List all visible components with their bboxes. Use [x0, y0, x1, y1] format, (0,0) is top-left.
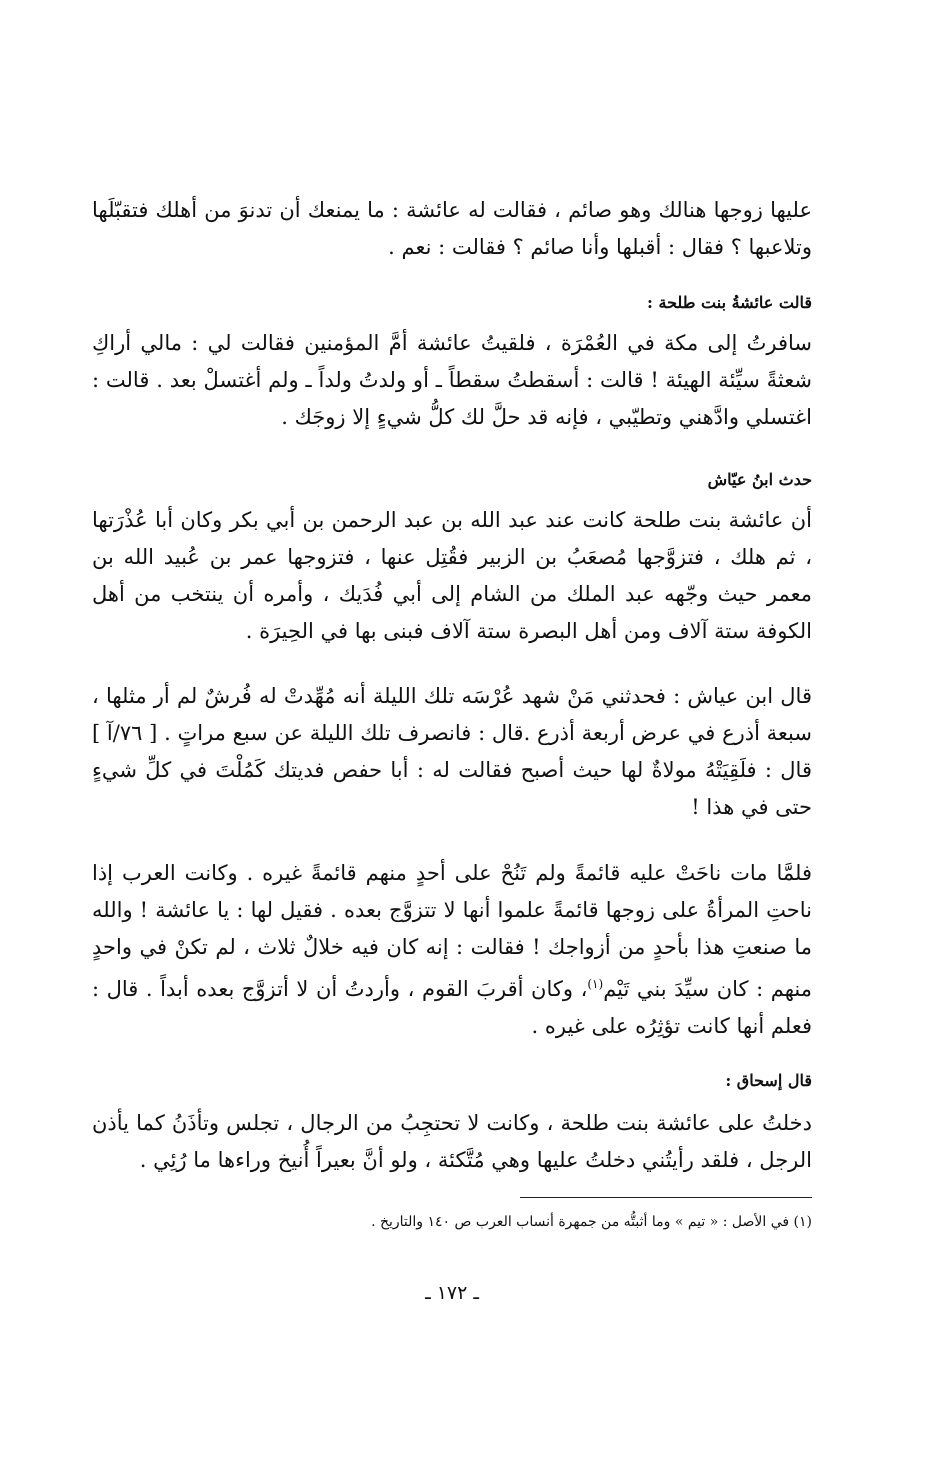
paragraph-visit: دخلتُ على عائشة بنت طلحة ، وكانت لا تحتجِبُ من الرجال ، تجلس وتأذَنُ كما يأذن الرجل ، فلقد رأيتُني دخلتُ عليها وهي مُتَّكئة ، ولو أنَّ بعيراً أُنيخ وراءها ما رُئِي .	[92, 1111, 812, 1172]
footnote-reference: (١)	[587, 977, 604, 991]
paragraph-umrah-meeting: سافرتُ إلى مكة في العُمْرَة ، فلقيتُ عائشة أمَّ المؤمنين فقالت لي : مالي أراكِ شعثةً سيِّئة الهيئة ! قالت : أسقطتُ سقطاً ـ أو ولدتُ ولداً ـ ولم أغتسلْ بعد . قالت : اغتسلي وادَّهني وتطيّبي ، فإنه قد حلَّ لك كلُّ شيءٍ إلا زوجَك .	[92, 331, 812, 429]
footnote-divider	[520, 1197, 812, 1198]
mourning-text-part-1: فلمَّا مات ناحَتْ عليه قائمةً ولم تَنُحْ على أحدٍ منهم قائمةً غيره . وكانت العرب إذا ناحتِ المرأةُ على زوجها قائمةً علموا أنها لا تتزوَّج بعده . فقيل لها : يا عائشة ! والله ما صنعتِ هذا بأحدٍ من أزواجك ! فقالت : إنه كان فيه خلالٌ ثلاث ، لم تكنْ في واحدٍ منهم : كان سيِّدَ بني تَيْم	[92, 861, 812, 1001]
section-heading-ishaq: قال إسحاق :	[725, 1071, 812, 1090]
paragraph-wedding-night: قال ابن عياش : فحدثني مَنْ شهد عُرْسَه تلك الليلة أنه مُهِّدتْ له فُرشٌ لم أر مثلها ، سبعة أذرع في عرض أربعة أذرع .قال : فانصرف تلك الليلة عن سبع مراتٍ . [ ٧٦/آ ] قال : فلَقِيَتْهُ مولاةٌ لها حيث أصبح فقالت له : أبا حفص فديتك كَمُلْتَ في كلِّ شيءٍ حتى في هذا !	[92, 684, 812, 819]
paragraph-mourning	[92, 855, 812, 1045]
page-number: ـ ١٧٢ ـ	[425, 1282, 479, 1304]
paragraph-marriages: أن عائشة بنت طلحة كانت عند عبد الله بن عبد الرحمن بن أبي بكر وكان أبا عُذْرَتها ، ثم هلك ، فتزوَّجها مُصعَبُ بن الزبير فقُتِل عنها ، فتزوجها عمر بن عُبيد الله بن معمر حيث وجّهه عبد الملك من الشام إلى أبي فُدَيك ، وأمره أن ينتخب من أهل الكوفة ستة آلاف ومن أهل البصرة ستة آلاف فبنى بها في الحِيرَة .	[92, 508, 812, 643]
mourning-text-part-2: ، وكان أقربَ القوم ، وأردتُ أن لا أتزوَّج بعده أبداً . قال : فعلم أنها كانت تؤثِرُه على غيره .	[92, 977, 812, 1038]
section-heading-ibn-ayyash: حدث ابنُ عيّاش	[707, 470, 812, 489]
book-page	[92, 0, 812, 1475]
footnote: (١) في الأصل : « تيم » وما أثبتُّه من جمهرة أنساب العرب ص ١٤٠ والتاريخ .	[371, 1214, 812, 1230]
section-heading-aisha-bint-talha: قالت عائشةُ بنت طلحة :	[647, 293, 812, 312]
paragraph-continuation: عليها زوجها هنالك وهو صائم ، فقالت له عائشة : ما يمنعك أن تدنوَ من أهلك فتقبّلَها وتلاعبها ؟ فقال : أقبلها وأنا صائم ؟ فقالت : نعم .	[92, 198, 812, 259]
